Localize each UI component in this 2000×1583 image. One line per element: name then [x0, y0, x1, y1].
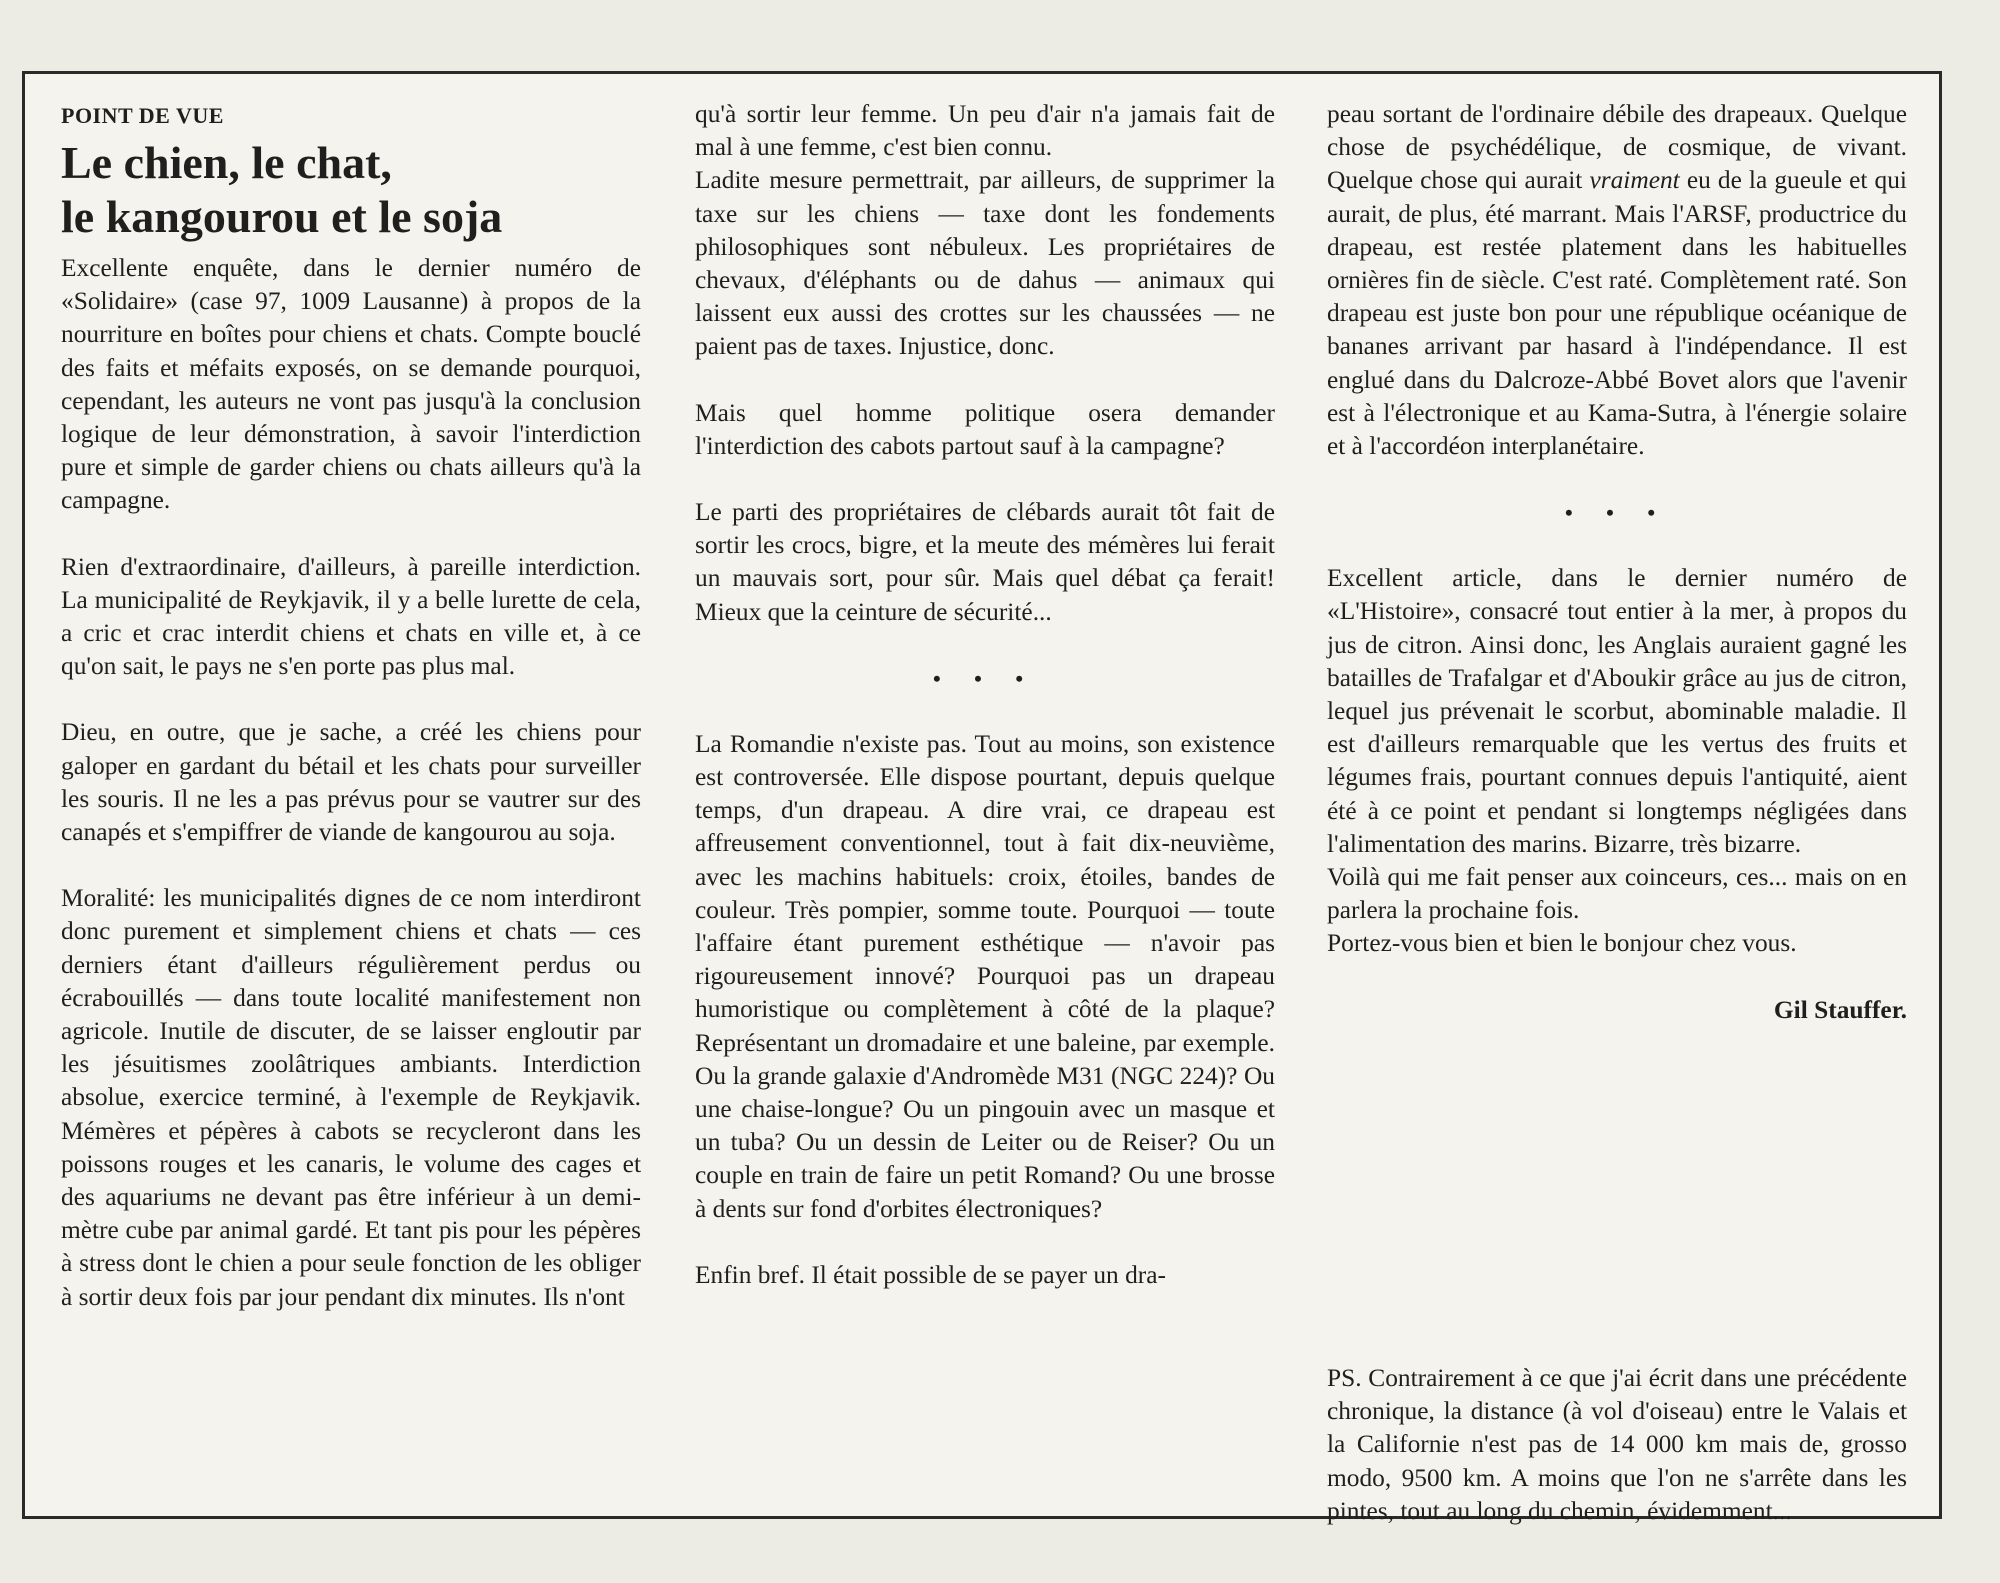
column-1	[61, 98, 641, 1314]
paragraph	[1327, 98, 1907, 463]
paragraph: Moralité: les municipalités dignes de ce nom interdiront donc purement et simplement chiens et chats — ces derniers étant d'ailleurs régulièrement perdus ou écrabouillés — dans toute localité manifestement non agricole. Inutile de discuter, de se laisser engloutir par les jésuitismes zoolâtriques ambiants. Interdiction absolue, exercice terminé, à l'exemple de Reykjavik. Mémères et pépères à cabots se recycleront dans les poissons rouges et les canaris, le volume des cages et des aquariums ne devant pas être inférieur à un demi-mètre cube par animal gardé. Et tant pis pour les pépères à stress dont le chien a pour seule fonction de les obliger à sortir deux fois par jour pendant dix minutes. Ils n'ont	[61, 884, 641, 1311]
paragraph: Le parti des propriétaires de clébards aurait tôt fait de sortir les crocs, bigre, et la meute des mémères lui ferait un mauvais sort, pour sûr. Mais quel débat ça ferait! Mieux que la ceinture de sécurité...	[695, 498, 1275, 626]
paragraph: Enfin bref. Il était possible de se payer un dra-	[695, 1260, 1166, 1289]
postscript: PS. Contrairement à ce que j'ai écrit dans une précédente chronique, la distance (à vol d'oiseau) entre le Valais et la Californie n'est pas de 14 000 km mais de, grosso modo, 9500 km. A moins que l'on ne s'arrête dans les pintes, tout au long du chemin, évidemment...	[1327, 1364, 1907, 1525]
paragraph: Dieu, en outre, que je sache, a créé les chiens pour galoper en gardant du bétail et les chats pour surveiller les souris. Il ne les a pas prévus pour se vautrer sur des canapés et s'empiffrer de viande de kangourou au soja.	[61, 718, 641, 847]
text-run: peau sortant de l'ordinaire débile des drapeaux. Quelque chose de psychédélique, de cosmique, de vivant. Quelque chose qui aurait	[1327, 100, 1907, 195]
paragraph: Excellente enquête, dans le dernier numéro de «Solidaire» (case 97, 1009 Lausanne) à propos de la nourriture en boîtes pour chiens et chats. Compte bouclé des faits et méfaits exposés, on se demande pourquoi, cependant, les auteurs ne vont pas jusqu'à la conclusion logique de leur démonstration, à savoir l'interdiction pure et simple de garder chiens ou chats ailleurs qu'à la campagne.	[61, 254, 641, 515]
paragraph: Portez-vous bien et bien le bonjour chez vous.	[1327, 929, 1797, 958]
paragraph: Mais quel homme politique osera demander l'interdiction des cabots partout sauf à la campagne?	[695, 398, 1275, 460]
author-signature: Gil Stauffer.	[1773, 995, 1907, 1024]
headline	[61, 136, 641, 244]
paragraph: Ladite mesure permettrait, par ailleurs, de supprimer la taxe sur les chiens — taxe dont les fondements philosophiques sont nébuleux. Les propriétaires de chevaux, d'éléphants ou de dahus — animaux qui laissent eux aussi des crottes sur les chaussées — ne paient pas de taxes. Injustice, donc.	[695, 166, 1275, 361]
column-2	[695, 98, 1275, 1292]
kicker: POINT DE VUE	[61, 103, 224, 128]
paragraph: qu'à sortir leur femme. Un peu d'air n'a jamais fait de mal à une femme, c'est bien connu.	[695, 100, 1275, 162]
paragraph: Excellent article, dans le dernier numéro de «L'Histoire», consacré tout entier à la mer, à propos du jus de citron. Ainsi donc, les Anglais auraient gagné les batailles de Trafalgar et d'Aboukir grâce au jus de citron, lequel jus prévenait le scorbut, abominable maladie. Il est d'ailleurs remarquable que les vertus des fruits et légumes frais, pourtant connues depuis l'antiquité, aient été à ce point et pendant si longtemps négligées dans l'alimentation des marins. Bizarre, très bizarre.	[1327, 564, 1907, 858]
paragraph: Voilà qui me fait penser aux coinceurs, ces... mais on en parlera la prochaine fois.	[1327, 863, 1907, 925]
column-3	[1327, 98, 1907, 1525]
text-run: eu de la gueule et qui aurait, de plus, été marrant. Mais l'ARSF, productrice du drapeau, est restée platement dans les habituelles ornières fin de siècle. C'est raté. Complètement raté. Son drapeau est juste bon pour une république océanique de bananes arrivant par hasard à l'indépendance. Il est englué dans du Dalcroze-Abbé Bovet alors que l'avenir est à l'électronique et au Kama-Sutra, à l'énergie solaire et à l'accordéon interplanétaire.	[1327, 166, 1907, 461]
section-separator: • • •	[1564, 500, 1670, 526]
headline-line-1: Le chien, le chat,	[61, 137, 392, 188]
headline-line-2: le kangourou et le soja	[61, 191, 503, 242]
paragraph: Rien d'extraordinaire, d'ailleurs, à pareille interdiction. La municipalité de Reykjavik, il y a belle lurette de cela, a cric et crac interdit chiens et chats en ville et, à ce qu'on sait, le pays ne s'en porte pas plus mal.	[61, 552, 641, 681]
paragraph: La Romandie n'existe pas. Tout au moins, son existence est controversée. Elle dispose pourtant, depuis quelque temps, d'un drapeau. A dire vrai, ce drapeau est affreusement conventionnel, tout à fait dix-neuvième, avec les machins habituels: croix, étoiles, bandes de couleur. Très pompier, somme toute. Pourquoi — toute l'affaire étant purement esthétique — n'avoir pas rigoureusement innové? Pourquoi pas un drapeau humoristique ou complètement à côté de la plaque? Représentant un dromadaire et une baleine, par exemple. Ou la grande galaxie d'Andromède M31 (NGC 224)? Ou une chaise-longue? Ou un pingouin avec un masque et un tuba? Ou un dessin de Leiter ou de Reiser? Ou un couple en train de faire un petit Romand? Ou une brosse à dents sur fond d'orbites électroniques?	[695, 729, 1275, 1223]
section-separator: • • •	[932, 665, 1038, 691]
emphasis: vraiment	[1589, 166, 1680, 195]
article-frame	[22, 71, 1942, 1525]
